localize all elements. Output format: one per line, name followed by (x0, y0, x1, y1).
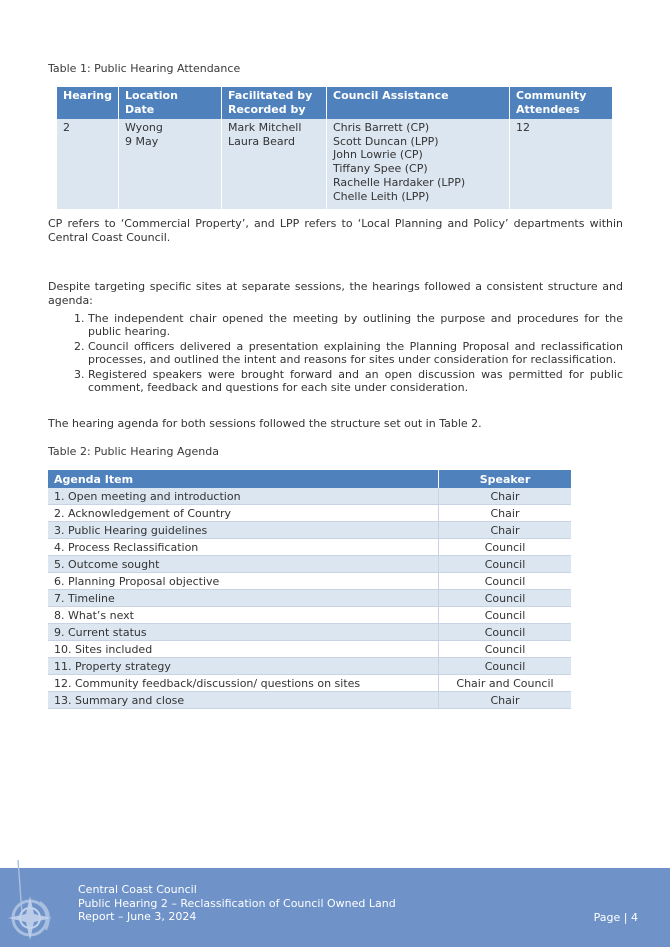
agenda-speaker: Chair (439, 692, 572, 709)
agenda-header-row (48, 470, 571, 488)
table-row (48, 556, 571, 573)
agenda-item: 12. Community feedback/discussion/ questions on sites (48, 675, 439, 692)
footer-date: Report – June 3, 2024 (78, 910, 197, 923)
header-council-assistance: Council Assistance (327, 87, 510, 119)
table-row (48, 675, 571, 692)
header-hearing: Hearing (57, 87, 119, 119)
table-row (48, 590, 571, 607)
list-item: 1. The independent chair opened the meeting by outlining the purpose and procedures for the public hearing. (88, 312, 623, 339)
agenda-item: 9. Current status (48, 624, 439, 641)
agenda-speaker: Council (439, 590, 572, 607)
agenda-speaker: Chair (439, 522, 572, 539)
table-row (48, 488, 571, 505)
cell-facilitated-recorded: Mark Mitchell Laura Beard (222, 119, 327, 209)
agenda-speaker: Council (439, 573, 572, 590)
cell-community-attendees: 12 (510, 119, 613, 209)
table-row (48, 539, 571, 556)
footer-text-block (78, 883, 396, 924)
agenda-speaker: Council (439, 539, 572, 556)
attendance-table (57, 87, 612, 209)
table1-caption: Table 1: Public Hearing Attendance (48, 62, 241, 75)
cell-hearing: 2 (57, 119, 119, 209)
header-community-attendees: Community Attendees (510, 87, 613, 119)
agenda-speaker: Council (439, 658, 572, 675)
table2-caption: Table 2: Public Hearing Agenda (48, 445, 219, 458)
footer-org: Central Coast Council (78, 883, 197, 896)
agenda-item: 10. Sites included (48, 641, 439, 658)
agenda-speaker: Council (439, 641, 572, 658)
agenda-speaker: Chair (439, 505, 572, 522)
cell-council-assistance: Chris Barrett (CP) Scott Duncan (LPP) John Lowrie (CP) Tiffany Spee (CP) Rachelle Hardaker (LPP) Chelle Leith (LPP) (327, 119, 510, 209)
agenda-speaker: Chair and Council (439, 675, 572, 692)
agenda-item: 4. Process Reclassification (48, 539, 439, 556)
table-row (48, 624, 571, 641)
attendance-row (57, 119, 612, 209)
table-row (48, 505, 571, 522)
footer-title: Public Hearing 2 – Reclassification of Council Owned Land (78, 896, 396, 910)
agenda-item: 6. Planning Proposal objective (48, 573, 439, 590)
attendance-header-row (57, 87, 612, 119)
header-agenda-item: Agenda Item (48, 470, 439, 488)
agenda-table (48, 470, 571, 709)
table-row (48, 692, 571, 709)
page-number: Page | 4 (593, 911, 638, 924)
table-row (48, 522, 571, 539)
header-speaker: Speaker (439, 470, 572, 488)
agenda-item: 1. Open meeting and introduction (48, 488, 439, 505)
page-footer (0, 868, 670, 947)
header-facilitated-recorded: Facilitated by Recorded by (222, 87, 327, 119)
note-paragraph: CP refers to ‘Commercial Property’, and LPP refers to ‘Local Planning and Policy’ departments within Central Coast Council. (48, 217, 623, 244)
intro-paragraph: Despite targeting specific sites at separate sessions, the hearings followed a consistent structure and agenda: (48, 280, 623, 307)
table-row (48, 573, 571, 590)
cell-location-date: Wyong 9 May (119, 119, 222, 209)
agenda-item: 13. Summary and close (48, 692, 439, 709)
agenda-item: 3. Public Hearing guidelines (48, 522, 439, 539)
hearing-steps-list (48, 312, 623, 395)
agenda-speaker: Council (439, 624, 572, 641)
council-compass-logo-icon (4, 854, 68, 946)
agenda-speaker: Council (439, 607, 572, 624)
structure-paragraph: The hearing agenda for both sessions followed the structure set out in Table 2. (48, 417, 482, 430)
agenda-item: 11. Property strategy (48, 658, 439, 675)
table-row (48, 658, 571, 675)
agenda-item: 7. Timeline (48, 590, 439, 607)
agenda-item: 8. What’s next (48, 607, 439, 624)
list-item: 2. Council officers delivered a presentation explaining the Planning Proposal and reclassification processes, and outlined the intent and reasons for sites under consideration for reclassification. (88, 340, 623, 367)
table-row (48, 641, 571, 658)
agenda-speaker: Chair (439, 488, 572, 505)
agenda-item: 5. Outcome sought (48, 556, 439, 573)
header-location-date: Location Date (119, 87, 222, 119)
table-row (48, 607, 571, 624)
list-item: 3. Registered speakers were brought forward and an open discussion was permitted for public comment, feedback and questions for each site under consideration. (88, 368, 623, 395)
agenda-speaker: Council (439, 556, 572, 573)
agenda-item: 2. Acknowledgement of Country (48, 505, 439, 522)
